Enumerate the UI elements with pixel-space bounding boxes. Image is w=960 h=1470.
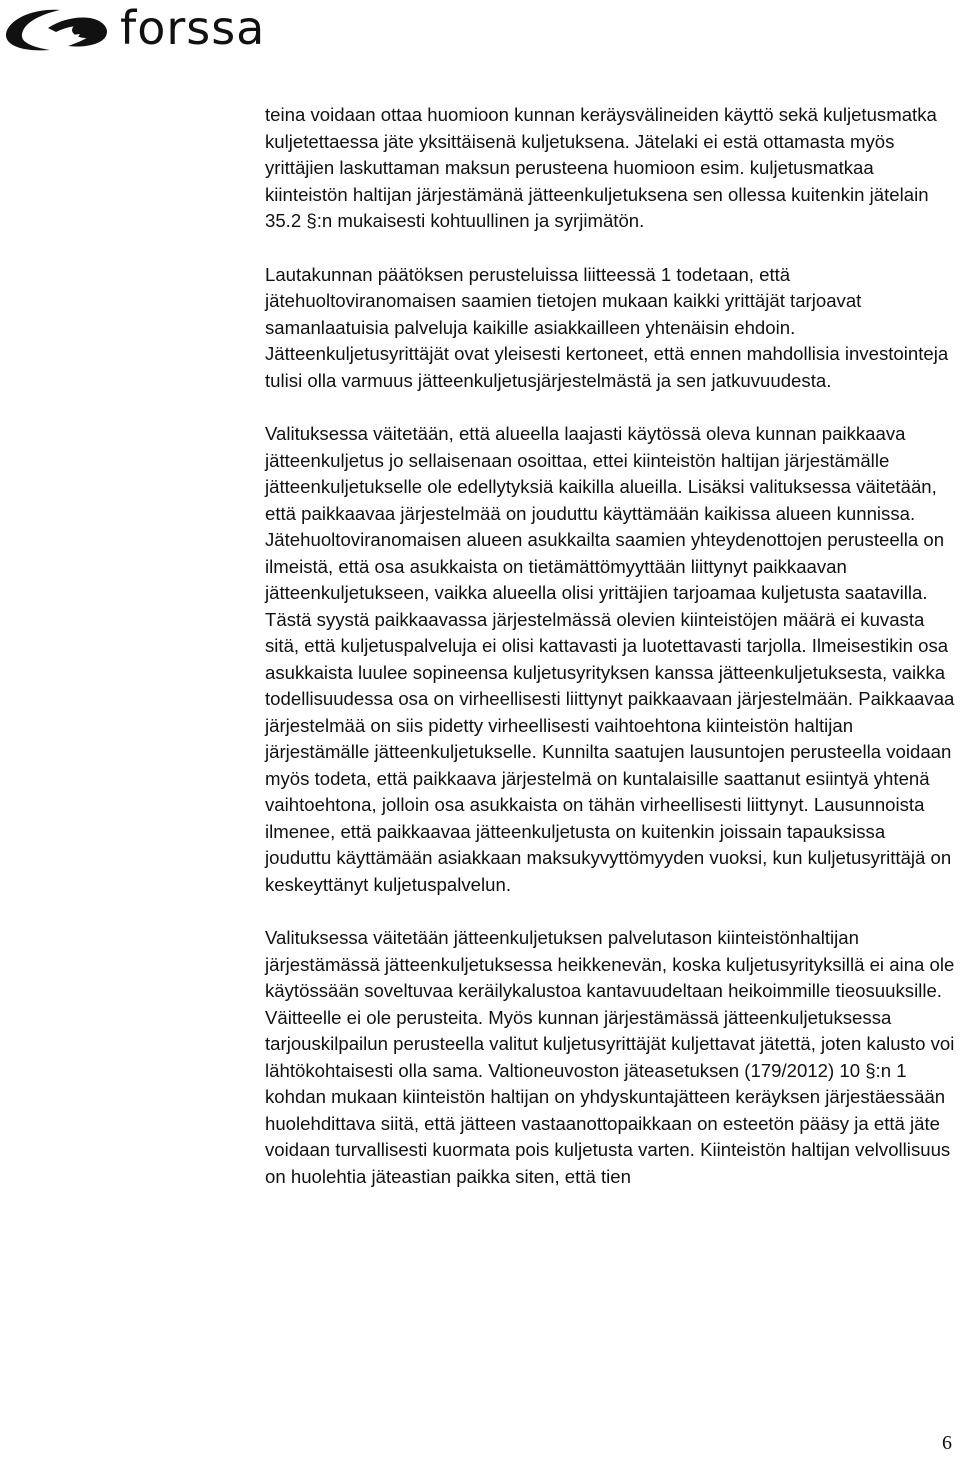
paragraph-1: teina voidaan ottaa huomioon kunnan keräysvälineiden käyttö sekä kuljetusmatka kuljetettaessa jäte yksittäisenä kuljetuksena. Jätelaki ei estä ottamasta myös yrittäjien laskuttaman maksun perusteena huomioon esim. kuljetusmatkaa kiinteistön haltijan järjestämänä jätteenkuljetuksena sen ollessa kuitenkin jätelain 35.2 §:n mukaisesti kohtuullinen ja syrjimätön. [265, 104, 937, 231]
header-logo [0, 0, 266, 60]
paragraph-3: Valituksessa väitetään, että alueella laajasti käytössä oleva kunnan paikkaava jätteenkuljetus jo sellaisenaan osoittaa, ettei kiinteistön haltijan järjestämälle jätteenkuljetukselle ole edellytyksiä kaikilla alueilla. Lisäksi valituksessa väitetään, että paikkaavaa järjestelmää on jouduttu käyttämään kaikissa alueen kunnissa. Jätehuoltoviranomaisen alueen asukkailta saamien yhteydenottojen perusteella on ilmeistä, että osa asukkaista on tietämättömyyttään liittynyt paikkaavan jätteenkuljetukseen, vaikka alueella olisi yrittäjien tarjoamaa kuljetusta saatavilla. Tästä syystä paikkaavassa järjestelmässä olevien kiinteistöjen määrä ei kuvasta sitä, että kuljetuspalveluja ei olisi kattavasti ja luotettavasti tarjolla. Ilmeisestikin osa asukkaista luulee sopineensa kuljetusyrityksen kanssa jätteenkuljetuksesta, vaikka todellisuudessa osa on virheellisesti liittynyt paikkaavaan järjestelmään. Paikkaavaa järjestelmää on siis pidetty virheellisesti vaihtoehtona kiinteistön haltijan järjestämälle jätteenkuljetukselle. Kunnilta saatujen lausuntojen perusteella voidaan myös todeta, että paikkaava järjestelmä on kuntalaisille saattanut esiintyä yhtenä vaihtoehtona, jolloin osa asukkaista on tähän virheellisesti liittynyt. Lausunnoista ilmenee, että paikkaavaa jätteenkuljetusta on kuitenkin joissain tapauksissa jouduttu käyttämään asiakkaan maksukyvyttömyyden vuoksi, kun kuljetusyrittäjä on keskeyttänyt kuljetuspalvelun. [265, 423, 955, 895]
page-number: 6 [942, 1432, 952, 1454]
forssa-logo-mark-icon [2, 6, 114, 54]
logo-wordmark: forssa [120, 1, 266, 55]
paragraph-2: Lautakunnan päätöksen perusteluissa liitteessä 1 todetaan, että jätehuoltoviranomaisen saamien tietojen mukaan kaikki yrittäjät tarjoavat samanlaatuisia palveluja kaikille asiakkailleen yhtenäisin ehdoin. Jätteenkuljetusyrittäjät ovat yleisesti kertoneet, että ennen mahdollisia investointeja tulisi olla varmuus jätteenkuljetusjärjestelmästä ja sen jatkuvuudesta. [265, 263, 949, 391]
document-body [265, 102, 955, 1217]
paragraph-4: Valituksessa väitetään jätteenkuljetuksen palvelutason kiinteistönhaltijan järjestämässä jätteenkuljetuksessa heikkenevän, koska kuljetusyrityksillä ei aina ole käytössään soveltuvaa keräilykalustoa kantavuudeltaan heikoimmille tieosuuksille. Väitteelle ei ole perusteita. Myös kunnan järjestämässä jätteenkuljetuksessa tarjouskilpailun perusteella valitut kuljetusyrittäjät kuljettavat jätettä, joten kalusto voi lähtökohtaisesti olla sama. Valtioneuvoston jäteasetuksen (179/2012) 10 §:n 1 kohdan mukaan kiinteistön haltijan on yhdyskuntajätteen keräyksen järjestäessään huolehdittava siitä, että jätteen vastaanottopaikkaan on esteetön pääsy ja että jäte voidaan turvallisesti kuormata pois kuljetusta varten. Kiinteistön haltijan velvollisuus on huolehtia jäteastian paikka siten, että tien [265, 927, 955, 1187]
